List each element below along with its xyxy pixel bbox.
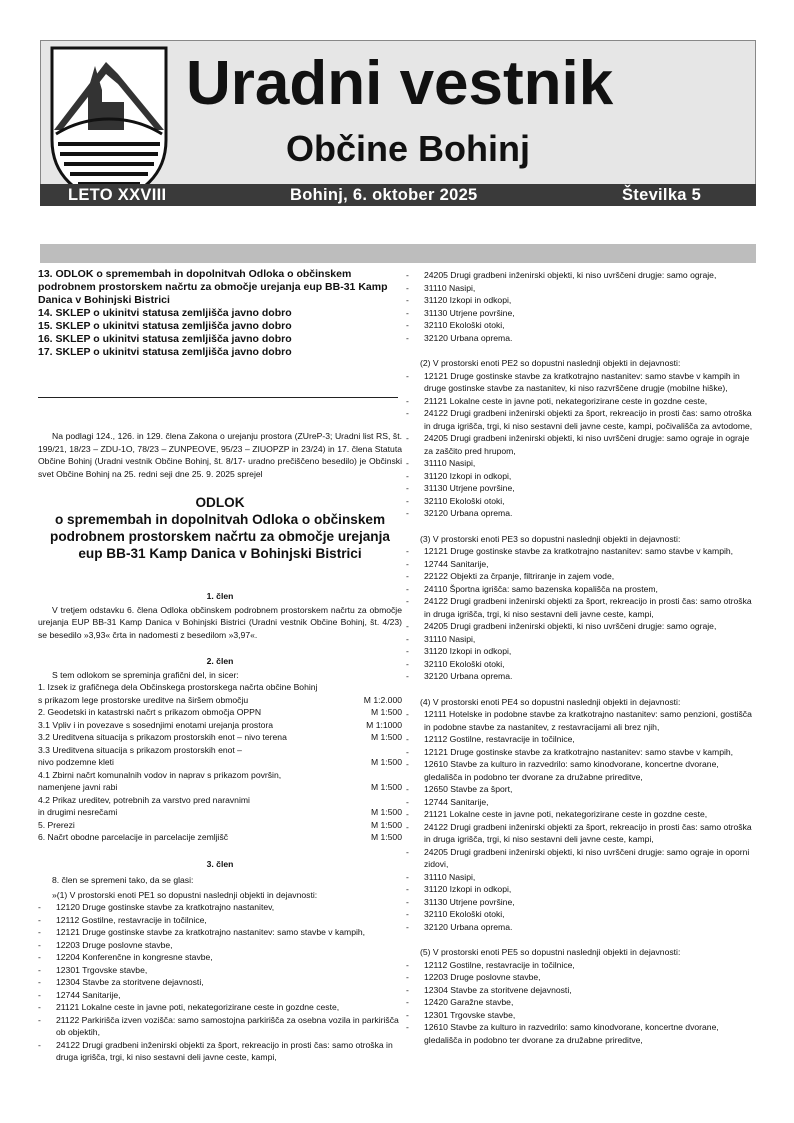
list-item: - 32110 Ekološki otoki, — [406, 658, 758, 671]
preamble: Na podlagi 124., 126. in 129. člena Zakona o urejanju prostora (ZUreP-3; Uradni list RS, št. 199/21, 18/23 – ZDU-1O, 78/23 – ZUNPEOVE, 95/23 – ZIUOPZP in 23/24) in 17. člena Statuta Občine Bohinj (Uradni vestnik Občine Bohinj, št. 8/17- uradno prečiščeno besedilo) je Občinski svet Občine Bohinj na 25. redni seji dne 25. 9. 2025 sprejel — [38, 431, 402, 479]
title-line: podrobnem prostorskem načrtu za območje urejanja — [50, 529, 390, 544]
toc-item[interactable]: 15. SKLEP o ukinitvi statusa zemljišča javno dobro — [38, 320, 292, 332]
list-item: - 32110 Ekološki otoki, — [406, 319, 758, 332]
list-item: - 32110 Ekološki otoki, — [406, 495, 758, 508]
list-item: - 12121 Druge gostinske stavbe za kratkotrajno nastanitev: samo stavbe v kampih, — [38, 926, 402, 939]
list-item: - 32120 Urbana oprema. — [406, 670, 758, 683]
masthead — [40, 40, 756, 206]
title-line: eup BB-31 Kamp Danica v Bohinjski Bistrici — [78, 546, 362, 561]
article-heading: 2. člen — [206, 656, 234, 666]
list-item: - 31120 Izkopi in odkopi, — [406, 883, 758, 896]
list-item: - 12744 Sanitarije, — [406, 558, 758, 571]
pe5-intro: (5) V prostorski enoti PE5 so dopustni naslednji objekti in dejavnosti: — [420, 947, 681, 957]
toc-item[interactable]: 14. SKLEP o ukinitvi statusa zemljišča javno dobro — [38, 307, 292, 319]
pe1-list — [38, 901, 402, 1064]
list-item: - 24205 Drugi gradbeni inženirski objekti, ki niso uvrščeni drugje: samo ograje in oporni zidovi, — [406, 846, 758, 871]
list-item: - 12304 Stavbe za storitvene dejavnosti, — [406, 984, 758, 997]
document-title — [38, 494, 402, 562]
publication-subtitle: Občine Bohinj — [286, 128, 531, 169]
list-item: - 32120 Urbana oprema. — [406, 332, 758, 345]
toc-item[interactable]: 16. SKLEP o ukinitvi statusa zemljišča javno dobro — [38, 333, 292, 345]
title-line: ODLOK — [195, 495, 245, 510]
list-item: - 21121 Lokalne ceste in javne poti, nekategorizirane ceste in gozdne ceste, — [406, 808, 758, 821]
list-item: - 12204 Konferenčne in kongresne stavbe, — [38, 951, 402, 964]
list-item: - 12420 Garažne stavbe, — [406, 996, 758, 1009]
list-item: - 31130 Utrjene površine, — [406, 482, 758, 495]
list-item: - 12112 Gostilne, restavracije in točilnice, — [38, 914, 402, 927]
list-item: - 24122 Drugi gradbeni inženirski objekti za šport, rekreacijo in prosti čas: samo otroška in druga igrišča, trgi, ki niso sestavni deli javne ceste, kampi, — [38, 1039, 402, 1064]
list-item: - 31120 Izkopi in odkopi, — [406, 470, 758, 483]
list-item: - 12301 Trgovske stavbe, — [38, 964, 402, 977]
list-item: - 24122 Drugi gradbeni inženirski objekti za šport, rekreacijo in prosti čas: samo otroška in druga igrišča, trgi, ki niso sestavni deli javne ceste, kampi, — [406, 821, 758, 846]
list-item: - 32120 Urbana oprema. — [406, 507, 758, 520]
list-item: - 32110 Ekološki otoki, — [406, 908, 758, 921]
list-item: - 31120 Izkopi in odkopi, — [406, 645, 758, 658]
map-row: 4.1 Zbirni načrt komunalnih vodov in naprav s prikazom površin, — [38, 769, 282, 780]
horizontal-rule — [38, 397, 398, 398]
map-row: namenjene javni rabi M 1:500 — [38, 782, 402, 792]
list-item: - 12304 Stavbe za storitvene dejavnosti, — [38, 976, 402, 989]
map-row: 1. Izsek iz grafičnega dela Občinskega prostorskega načrta občine Bohinj — [38, 682, 318, 692]
list-item: - 12744 Sanitarije, — [38, 989, 402, 1002]
list-item: - 12121 Druge gostinske stavbe za kratkotrajno nastanitev: samo stavbe v kampih in druge gostinske stavbe za nastanitev, ki niso razvrščene drugje (mobilne hiške), — [406, 370, 758, 395]
list-item: - 31130 Utrjene površine, — [406, 307, 758, 320]
list-item: - 12610 Stavbe za kulturo in razvedrilo: samo kinodvorane, koncertne dvorane, gledališča in podobno ter dvorane za družabne prireditve, — [406, 1021, 758, 1046]
list-item: - 12112 Gostilne, restavracije in točilnice, — [406, 959, 758, 972]
pe2-intro: (2) V prostorski enoti PE2 so dopustni naslednji objekti in dejavnosti: — [420, 358, 681, 368]
coat-of-arms-logo — [48, 44, 170, 204]
pe1-intro: »(1) V prostorski enoti PE1 so dopustni naslednji objekti in dejavnosti: — [52, 889, 318, 900]
list-item: - 22122 Objekti za črpanje, filtriranje in zajem vode, — [406, 570, 758, 583]
masthead-info-bar — [40, 184, 756, 206]
list-item: - 12120 Druge gostinske stavbe za kratkotrajno nastanitev, — [38, 901, 402, 914]
list-item: - 24110 Športna igrišča: samo bazenska kopališča na prostem, — [406, 583, 758, 596]
list-item: - 12301 Trgovske stavbe, — [406, 1009, 758, 1022]
list-item: - 24122 Drugi gradbeni inženirski objekti za šport, rekreacijo in prosti čas: samo otroška in druga igrišča, trgi, ki niso sestavni deli javne ceste, kampi, počivališča za avtodome, — [406, 407, 758, 432]
list-item: - 12650 Stavbe za šport, — [406, 783, 758, 796]
list-item: - 12610 Stavbe za kulturo in razvedrilo: samo kinodvorane, koncertne dvorane, gledališča in podobno ter dvorane za družabne prireditve, — [406, 758, 758, 783]
volume-label: LETO XXVIII — [68, 186, 167, 204]
map-row: 2. Geodetski in katastrski načrt s prikazom območja OPPN M 1:500 — [38, 707, 402, 717]
pe4-intro: (4) V prostorski enoti PE4 so dopustni naslednji objekti in dejavnosti: — [420, 696, 681, 707]
article-heading: 1. člen — [206, 591, 234, 601]
list-item: - 24205 Drugi gradbeni inženirski objekti, ki niso uvrščeni drugje: samo ograje, — [406, 269, 758, 282]
publication-title: Uradni vestnik — [186, 49, 614, 118]
list-item: - 31120 Izkopi in odkopi, — [406, 294, 758, 307]
pe4-list — [406, 708, 758, 933]
list-item: - 12121 Druge gostinske stavbe za kratkotrajno nastanitev: samo stavbe v kampih, — [406, 746, 758, 759]
list-item: - 31110 Nasipi, — [406, 633, 758, 646]
toc-item[interactable]: 17. SKLEP o ukinitvi statusa zemljišča javno dobro — [38, 346, 292, 358]
title-line: o spremembah in dopolnitvah Odloka o občinskem — [54, 512, 386, 527]
article-intro: 8. člen se spremeni tako, da se glasi: — [52, 875, 194, 885]
list-item: - 24205 Drugi gradbeni inženirski objekti, ki niso uvrščeni drugje: samo ograje, — [406, 620, 758, 633]
pe5-list — [406, 959, 758, 1047]
map-list — [38, 681, 402, 844]
list-item: - 24205 Drugi gradbeni inženirski objekti, ki niso uvrščeni drugje: samo ograje in ograje za zaščito pred hrupom, — [406, 432, 758, 457]
issue-date: Bohinj, 6. oktober 2025 — [290, 186, 478, 204]
list-item: - 21122 Parkirišča izven vozišča: samo samostojna parkirišča za osebna vozila in parkirišča ob objektih, — [38, 1014, 402, 1039]
pe3-intro: (3) V prostorski enoti PE3 so dopustni naslednji objekti in dejavnosti: — [420, 533, 681, 544]
map-row: 3.1 Vpliv i in povezave s sosednjimi enotami urejanja prostora M 1:1000 — [38, 719, 402, 730]
list-item: - 31110 Nasipi, — [406, 457, 758, 470]
map-row: 3.3 Ureditvena situacija s prikazom prostorskih enot – — [38, 744, 242, 755]
map-row: in drugimi nesrečami M 1:500 — [38, 807, 402, 817]
article-heading: 3. člen — [206, 858, 234, 869]
pe1-list-continued — [406, 269, 758, 344]
left-column — [38, 430, 402, 1064]
list-item: - 21121 Lokalne ceste in javne poti, nekategorizirane ceste in gozdne ceste, — [406, 395, 758, 408]
list-item: - 31110 Nasipi, — [406, 871, 758, 884]
map-row: 3.2 Ureditvena situacija s prikazom prostorskih enot – nivo terena M 1:500 — [38, 732, 402, 742]
list-item: - 12744 Sanitarije, — [406, 796, 758, 809]
map-row: 4.2 Prikaz ureditev, potrebnih za varstvo pred naravnimi — [38, 794, 250, 805]
article-intro: S tem odlokom se spreminja grafični del, in sicer: — [52, 669, 239, 680]
list-item: - 12121 Druge gostinske stavbe za kratkotrajno nastanitev: samo stavbe v kampih, — [406, 545, 758, 558]
map-row: s prikazom lege prostorske ureditve na širšem območju M 1:2.000 — [38, 694, 402, 705]
list-item: - 31110 Nasipi, — [406, 282, 758, 295]
list-item: - 12112 Gostilne, restavracije in točilnice, — [406, 733, 758, 746]
list-item: - 31130 Utrjene površine, — [406, 896, 758, 909]
list-item: - 12203 Druge poslovne stavbe, — [38, 939, 402, 952]
article-text: V tretjem odstavku 6. člena Odloka občinskem podrobnem prostorskem načrtu za območje urejanja EUP BB-31 Kamp Danica v Bohinjski Bistrici (Uradni vestnik Občine Bohinj, št. 4/23) se besedilo »3,93« črta in nadomesti z besedilom »3,97«. — [38, 604, 402, 640]
toc-item[interactable]: 13. ODLOK o spremembah in dopolnitvah Odloka o občinskem podrobnem prostorskem načrtu za območje urejanja eup BB-31 Kamp Danica v Bohinjski Bistrici — [38, 268, 388, 306]
list-item: - 12203 Druge poslovne stavbe, — [406, 971, 758, 984]
pe3-list — [406, 545, 758, 683]
pe2-list — [406, 370, 758, 520]
list-item: - 32120 Urbana oprema. — [406, 921, 758, 934]
right-column — [406, 269, 758, 1046]
map-row: nivo podzemne kleti M 1:500 — [38, 757, 402, 767]
list-item: - 21121 Lokalne ceste in javne poti, nekategorizirane ceste in gozdne ceste, — [38, 1001, 402, 1014]
list-item: - 24122 Drugi gradbeni inženirski objekti za šport, rekreacijo in prosti čas: samo otroška in druga igrišča, trgi, ki niso sestavni deli javne ceste, kampi, — [406, 595, 758, 620]
map-row: 6. Načrt obodne parcelacije in parcelacije zemljišč M 1:500 — [38, 832, 402, 842]
list-item: - 12111 Hotelske in podobne stavbe za kratkotrajno nastanitev: samo penzioni, gostišča in podobne stavbe za nastanitev, z restavracijami ali brez njih, — [406, 708, 758, 733]
map-row: 5. Prerezi M 1:500 — [38, 819, 402, 830]
issue-number: Številka 5 — [622, 186, 702, 204]
table-of-contents — [38, 268, 400, 359]
section-divider-bar — [40, 244, 756, 263]
